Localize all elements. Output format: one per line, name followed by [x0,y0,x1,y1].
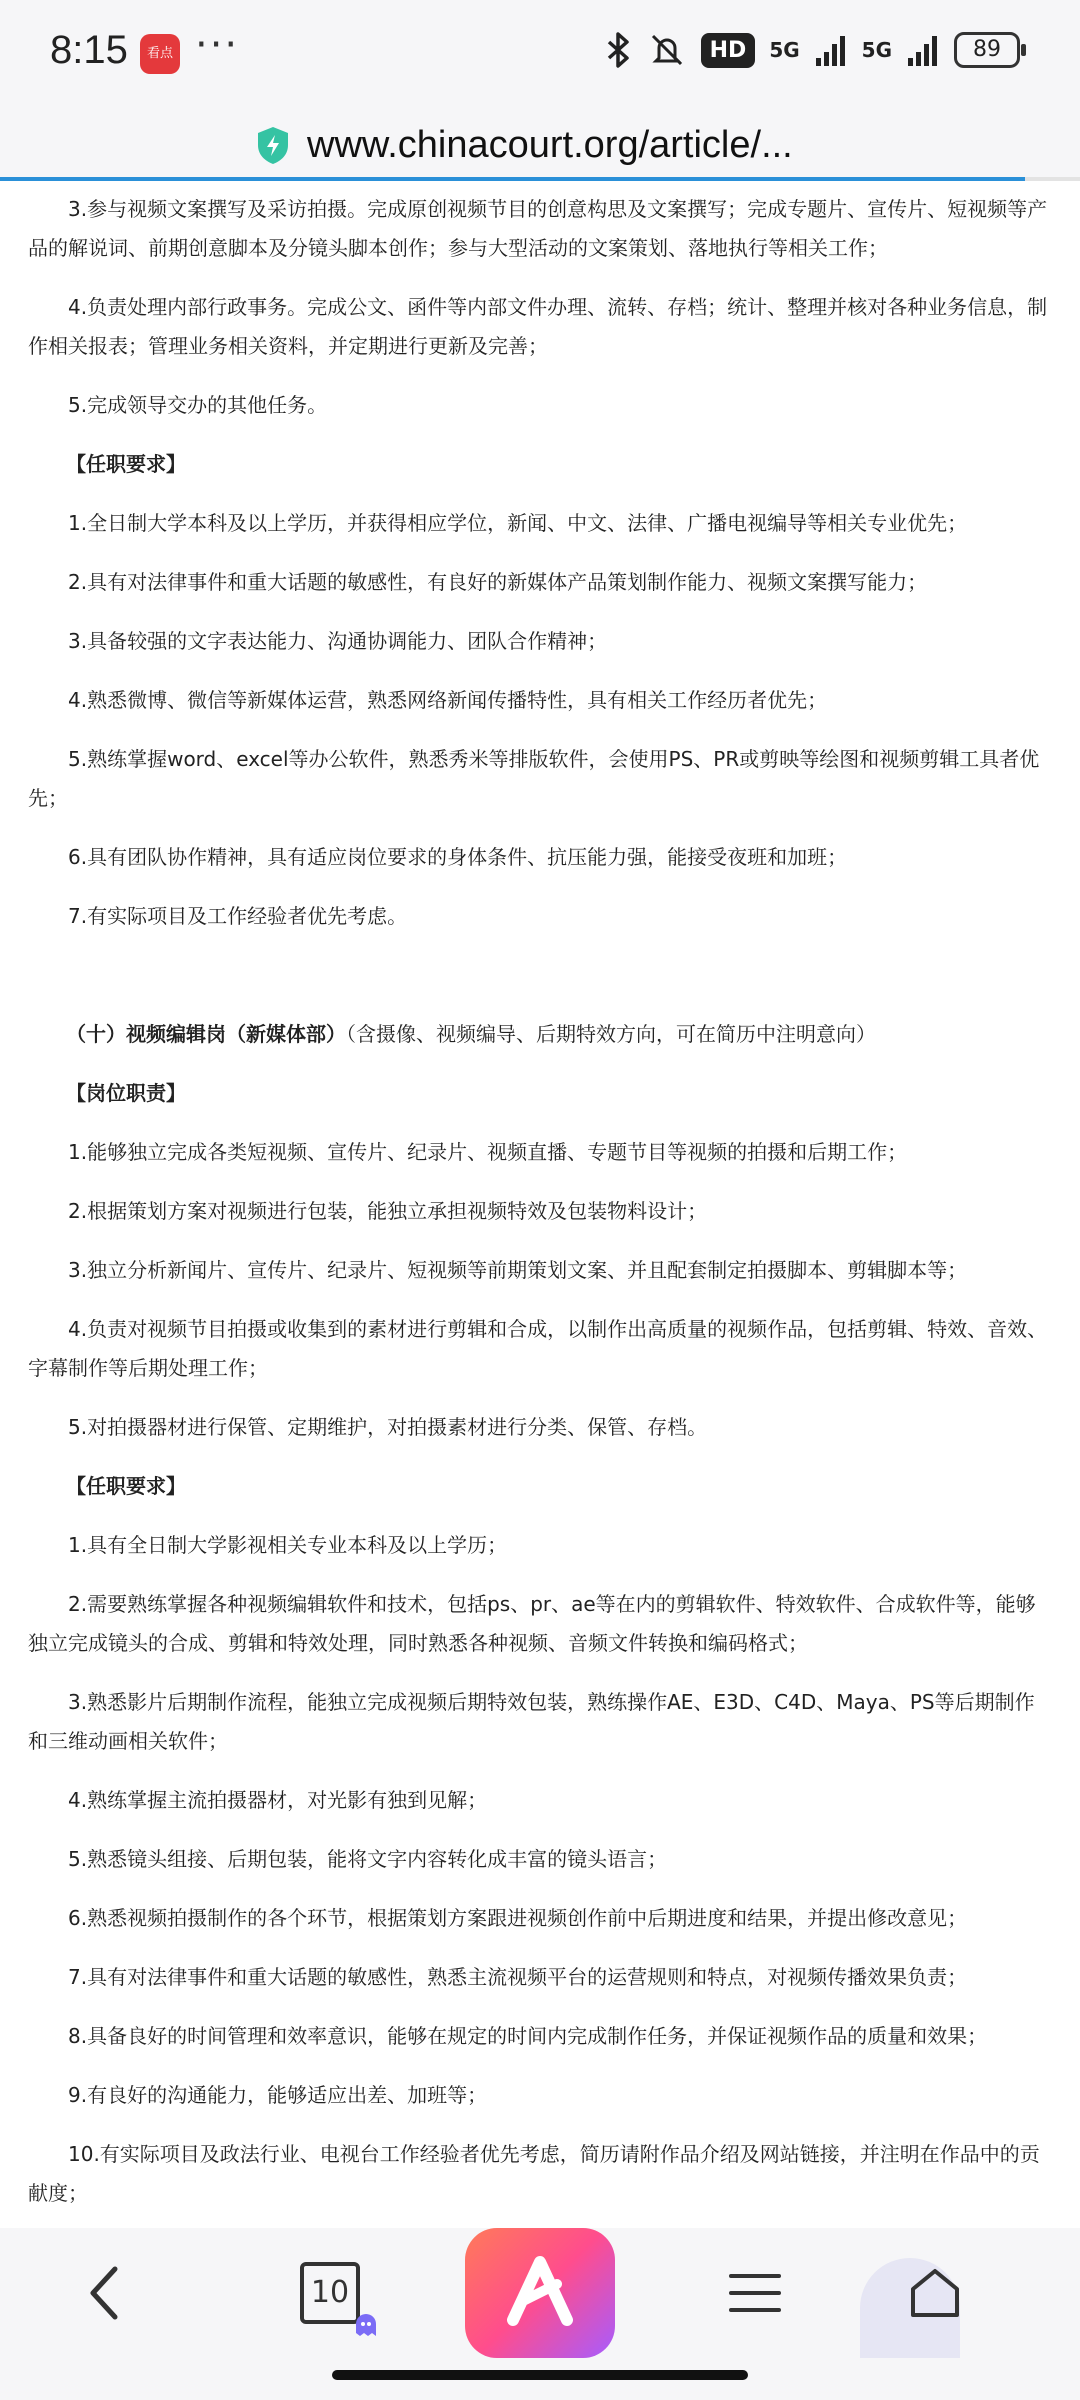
section-heading: 【任职要求】 [66,452,186,476]
page-load-progress [0,177,1025,181]
home-indicator[interactable] [332,2370,748,2380]
paragraph: 5.对拍摄器材进行保管、定期维护，对拍摄素材进行分类、保管、存档。 [68,1415,708,1439]
ghost-badge-icon [354,2312,378,2338]
network-type-2: 5G [861,38,892,62]
back-button[interactable] [60,2228,150,2358]
network-type-1: 5G [769,38,800,62]
paragraph: 2.根据策划方案对视频进行包装，能独立承担视频特效及包装物料设计； [68,1199,708,1223]
address-bar[interactable] [0,110,1080,180]
more-notifications: ··· [195,22,240,68]
paragraph: 8.具备良好的时间管理和效率意识，能够在规定的时间内完成制作任务，并保证视频作品的质量和效果； [68,2024,988,2048]
back-arrow-icon [85,2263,125,2323]
section-heading: 【任职要求】 [66,1474,186,1498]
battery-icon: 89 [954,32,1020,68]
position-title-note: （含摄像、视频编导、后期特效方向，可在简历中注明意向） [346,1022,876,1046]
paragraph: 3.熟悉影片后期制作流程，能独立完成视频后期特效包装，熟练操作AE、E3D、C4D、Maya、PS等后期制作和三维动画相关软件； [28,1690,1035,1753]
position-title [28,1015,1052,1054]
paragraph: 3.具备较强的文字表达能力、沟通协调能力、团队合作精神； [68,629,608,653]
blank-line [28,956,1052,995]
home-button[interactable] [850,2228,1020,2358]
paragraph: 3.参与视频文案撰写及采访拍摄。完成原创视频节目的创意构思及文案撰写；完成专题片、宣传片、短视频等产品的解说词、前期创意脚本及分镜头脚本创作；参与大型活动的文案策划、落地执行等相关工作； [28,197,1048,260]
mute-icon [647,30,687,70]
paragraph: 4.负责处理内部行政事务。完成公文、函件等内部文件办理、流转、存档；统计、整理并核对各种业务信息，制作相关报表；管理业务相关资料，并定期进行更新及完善； [28,295,1048,358]
ai-assistant-button[interactable] [465,2228,615,2358]
paragraph: 10.有实际项目及政法行业、电视台工作经验者优先考虑，简历请附作品介绍及网站链接，并注明在作品中的贡献度； [28,2142,1040,2205]
paragraph: 5.熟悉镜头组接、后期包装，能将文字内容转化成丰富的镜头语言； [68,1847,668,1871]
paragraph: 4.负责对视频节目拍摄或收集到的素材进行剪辑和合成，以制作出高质量的视频作品，包括剪辑、特效、音效、字幕制作等后期处理工作； [28,1317,1048,1380]
shield-check-icon [255,125,291,165]
page-load-progress-track [1025,177,1080,181]
paragraph: 4.熟悉微博、微信等新媒体运营，熟悉网络新闻传播特性，具有相关工作经历者优先； [68,688,828,712]
app-badge: 看点 [140,34,180,74]
paragraph: 1.具有全日制大学影视相关专业本科及以上学历； [68,1533,508,1557]
paragraph: 7.有实际项目及工作经验者优先考虑。 [68,904,408,928]
paragraph: 9.有良好的沟通能力，能够适应出差、加班等； [68,2083,488,2107]
signal-icon [814,30,848,70]
paragraph: 2.具有对法律事件和重大话题的敏感性，有良好的新媒体产品策划制作能力、视频文案撰写能力； [68,570,928,594]
paragraph: 5.熟练掌握word、excel等办公软件，熟悉秀米等排版软件，会使用PS、PR或剪映等绘图和视频剪辑工具者优先； [28,747,1040,810]
paragraph: 2.需要熟练掌握各种视频编辑软件和技术，包括ps、pr、ae等在内的剪辑软件、特效软件、合成软件等，能够独立完成镜头的合成、剪辑和特效处理，同时熟悉各种视频、音频文件转换和编码格式； [28,1592,1036,1655]
ai-assistant-icon [465,2228,615,2358]
tabs-count-text: 10 [310,2275,350,2310]
paragraph: 3.独立分析新闻片、宣传片、纪录片、短视频等前期策划文案、并且配套制定拍摄脚本、剪辑脚本等； [68,1258,968,1282]
paragraph: 5.完成领导交办的其他任务。 [68,393,328,417]
paragraph: 7.具有对法律事件和重大话题的敏感性，熟悉主流视频平台的运营规则和特点，对视频传播效果负责； [68,1965,968,1989]
paragraph: 6.熟悉视频拍摄制作的各个环节，根据策划方案跟进视频创作前中后期进度和结果，并提出修改意见； [68,1906,968,1930]
paragraph: 6.具有团队协作精神，具有适应岗位要求的身体条件、抗压能力强，能接受夜班和加班； [68,845,848,869]
clock: 8:15 [50,28,128,72]
menu-icon [725,2268,785,2318]
status-icons [603,30,1020,70]
home-icon [905,2263,965,2323]
article-body [28,190,1052,2213]
tabs-button[interactable] [280,2228,380,2358]
paragraph: 1.全日制大学本科及以上学历，并获得相应学位，新闻、中文、法律、广播电视编导等相关专业优先； [68,511,968,535]
url-text[interactable]: www.chinacourt.org/article/... [307,123,793,166]
section-heading: 【岗位职责】 [66,1081,186,1105]
menu-button[interactable] [710,2228,800,2358]
hd-voice-badge: HD [701,33,756,68]
tabs-count [300,2262,360,2324]
bluetooth-icon [603,30,633,70]
status-bar [0,0,1080,110]
paragraph: 1.能够独立完成各类短视频、宣传片、纪录片、视频直播、专题节目等视频的拍摄和后期工作； [68,1140,908,1164]
signal-icon-2 [906,30,940,70]
paragraph: 4.熟练掌握主流拍摄器材，对光影有独到见解； [68,1788,488,1812]
position-title-text: （十）视频编辑岗（新媒体部） [66,1022,346,1046]
